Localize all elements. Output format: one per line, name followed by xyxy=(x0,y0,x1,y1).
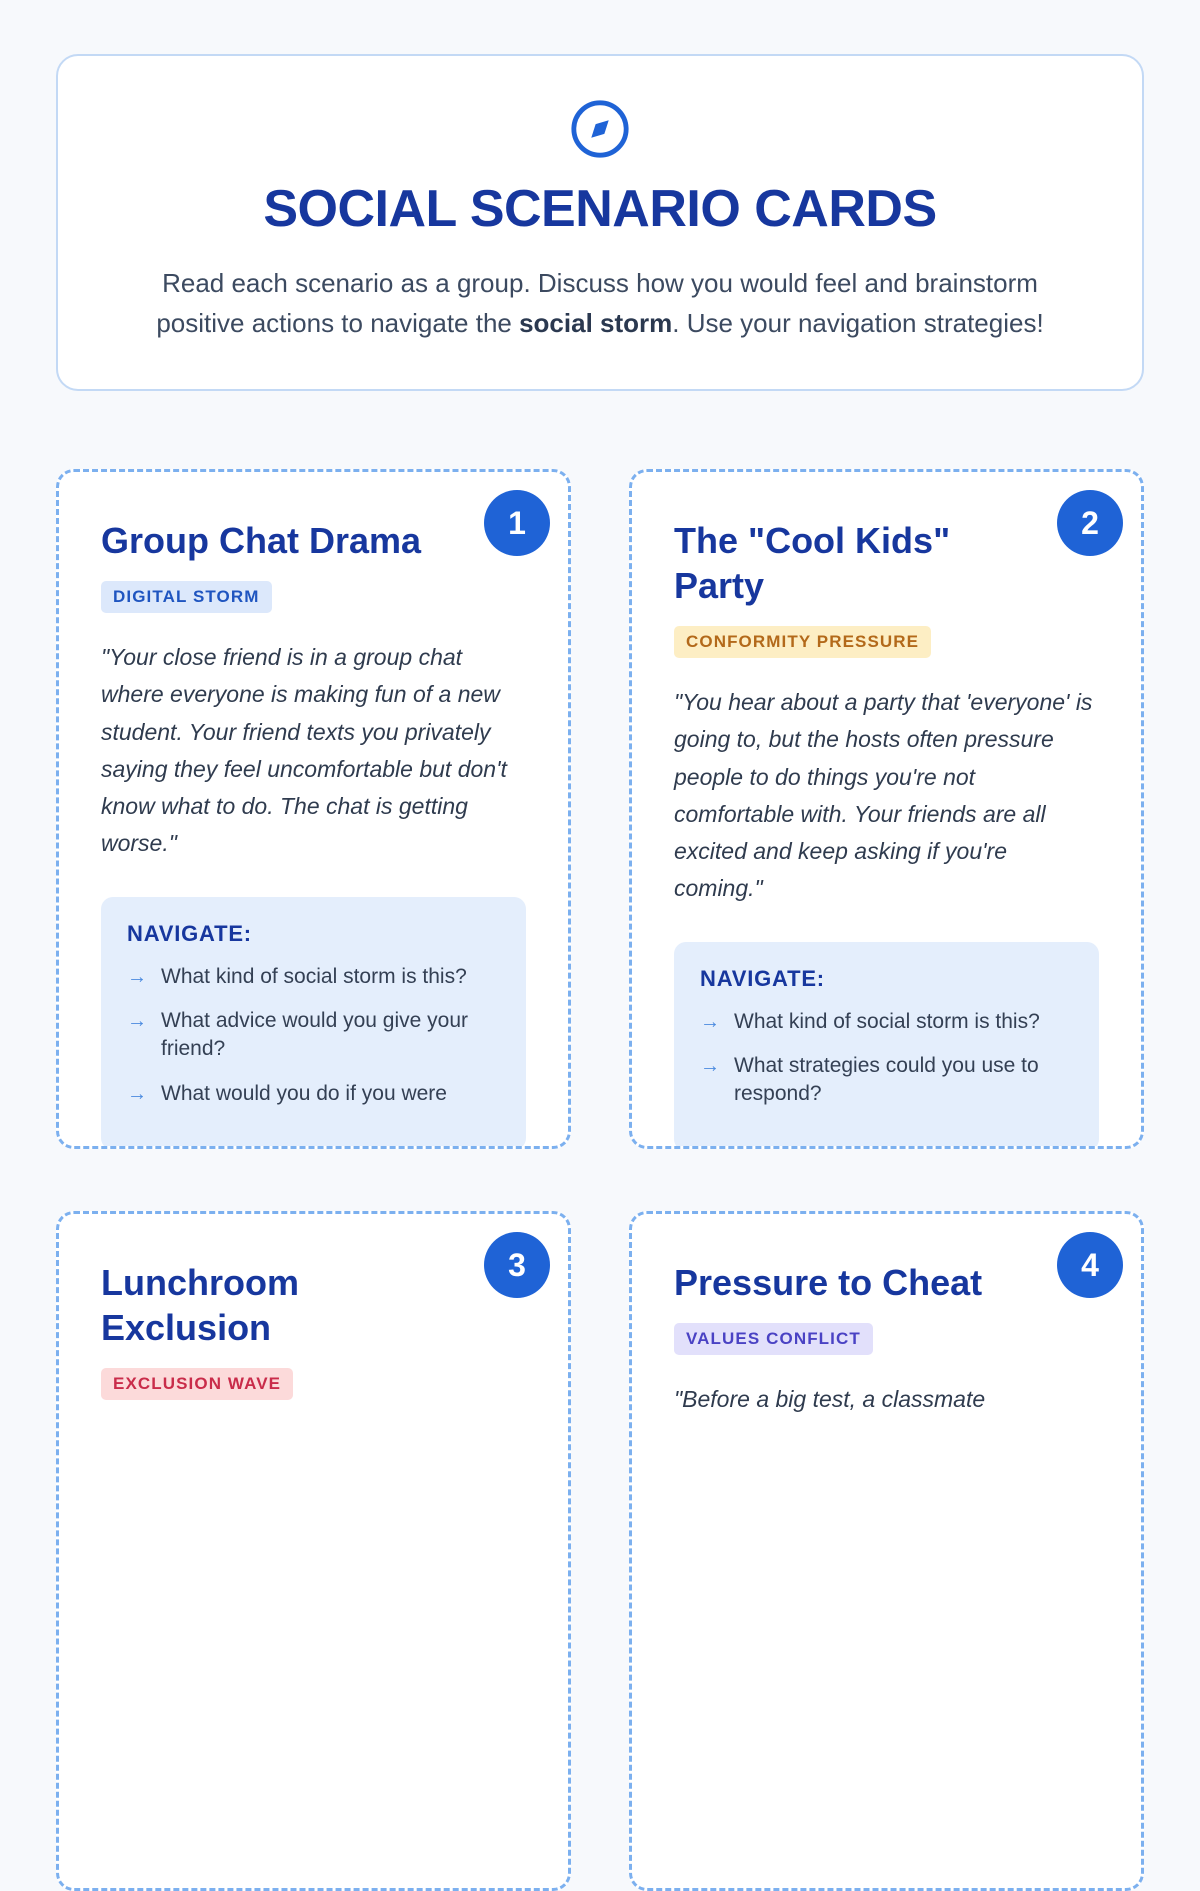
card-title: Lunchroom Exclusion xyxy=(101,1262,299,1349)
card-quote: "Before a big test, a classmate xyxy=(674,1386,986,1413)
question-text: What kind of social storm is this? xyxy=(734,1009,1040,1033)
question-text: What kind of social storm is this? xyxy=(161,964,467,988)
scenario-card-4[interactable] xyxy=(629,1211,1144,1891)
list-item xyxy=(127,1080,500,1108)
card-number-badge: 3 xyxy=(484,1232,550,1298)
scenario-card-1[interactable] xyxy=(56,469,571,1149)
scenario-cards-grid xyxy=(56,469,1144,1891)
question-text: What strategies could you use to respond? xyxy=(734,1054,1039,1106)
card-quote: "You hear about a party that 'everyone' is going to, but the hosts often pressure people to do things you're not comfortable with. Your friends are all excited and keep asking if you're coming." xyxy=(674,689,1093,902)
card-number-badge: 1 xyxy=(484,490,550,556)
card-tag: DIGITAL STORM xyxy=(101,581,272,613)
card-number-badge: 2 xyxy=(1057,490,1123,556)
list-item xyxy=(700,1008,1073,1036)
arrow-icon: → xyxy=(700,1010,720,1033)
list-item xyxy=(127,963,500,991)
card-quote: "Your close friend is in a group chat where everyone is making fun of a new student. Your friend texts you privately saying they feel uncomfortable but don't know what to do. The chat is getting worse." xyxy=(101,644,507,857)
scenario-card-2[interactable] xyxy=(629,469,1144,1149)
card-number-badge: 4 xyxy=(1057,1232,1123,1298)
page-subtitle xyxy=(120,263,1080,344)
header-panel xyxy=(56,54,1144,391)
navigate-box xyxy=(674,942,1099,1150)
list-item xyxy=(700,1052,1073,1109)
subtitle-part-2: . Use your navigation strategies! xyxy=(672,307,1044,338)
subtitle-part-1: Read each scenario as a group. Discuss how you would feel and brainstorm positive actions to navigate the xyxy=(156,267,1038,338)
card-tag: CONFORMITY PRESSURE xyxy=(674,626,931,658)
arrow-icon: → xyxy=(127,965,147,988)
navigate-heading: NAVIGATE: xyxy=(700,965,825,991)
card-title: Group Chat Drama xyxy=(101,520,422,562)
arrow-icon: → xyxy=(127,1010,147,1033)
navigate-question-list xyxy=(700,1008,1073,1109)
card-title: The "Cool Kids" Party xyxy=(674,520,951,607)
card-title: Pressure to Cheat xyxy=(674,1262,983,1304)
list-item xyxy=(127,1007,500,1064)
arrow-icon: → xyxy=(700,1055,720,1078)
compass-icon xyxy=(569,98,631,160)
navigate-box xyxy=(101,897,526,1150)
card-tag: EXCLUSION WAVE xyxy=(101,1368,293,1400)
question-text: What would you do if you were xyxy=(161,1081,447,1105)
page-title: SOCIAL SCENARIO CARDS xyxy=(263,180,937,238)
compass-icon-wrapper xyxy=(118,98,1082,160)
subtitle-emphasis: social storm xyxy=(519,307,673,338)
question-text: What advice would you give your friend? xyxy=(161,1009,468,1061)
scenario-card-3[interactable] xyxy=(56,1211,571,1891)
navigate-question-list xyxy=(127,963,500,1108)
card-tag: VALUES CONFLICT xyxy=(674,1323,873,1355)
navigate-heading: NAVIGATE: xyxy=(127,920,252,946)
arrow-icon: → xyxy=(127,1082,147,1105)
